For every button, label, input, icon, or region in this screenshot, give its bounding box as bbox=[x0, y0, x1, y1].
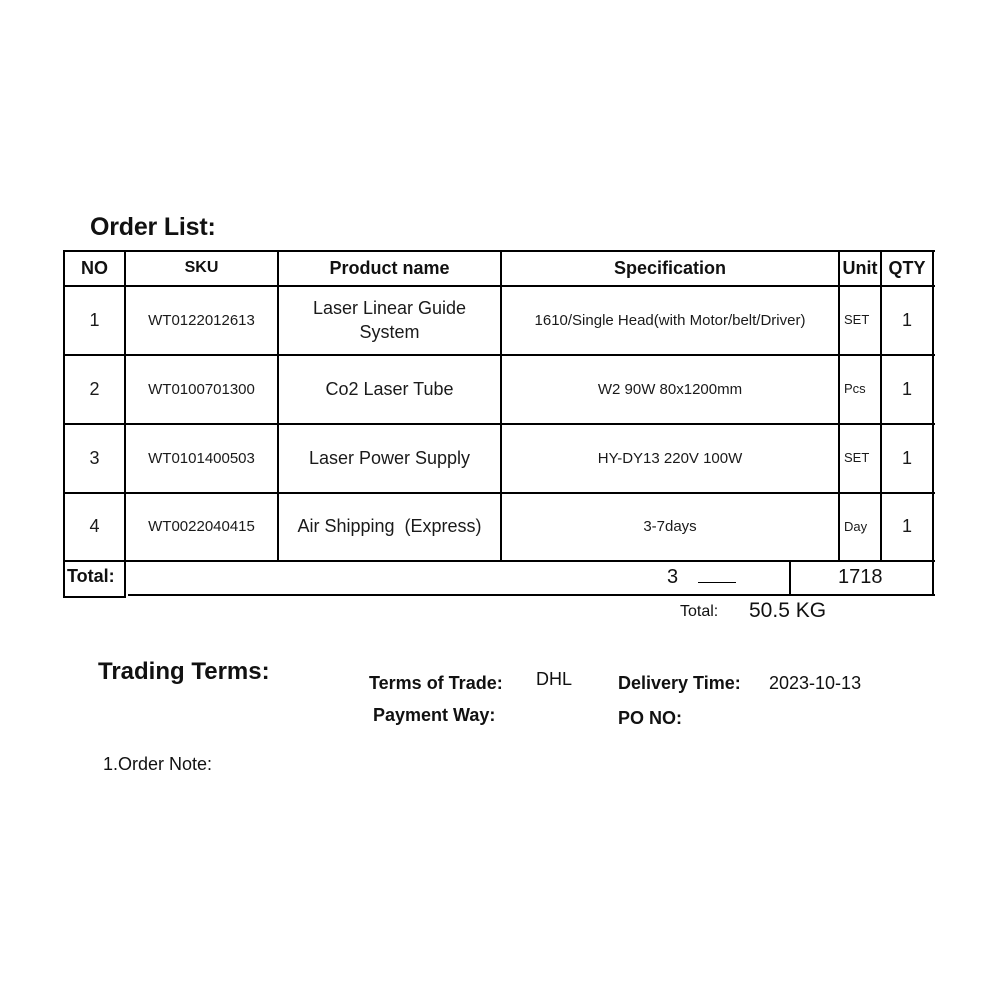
total-amount: 1718 bbox=[838, 566, 883, 588]
row-2-unit: Pcs bbox=[844, 381, 866, 397]
row-2-no: 2 bbox=[89, 378, 100, 399]
row-1-product: Laser Linear Guide System bbox=[312, 298, 467, 342]
row-3-sku: WT0101400503 bbox=[148, 449, 255, 467]
total-weight-value: 50.5 KG bbox=[749, 599, 827, 622]
row-2-qty: 1 bbox=[901, 378, 912, 399]
row-1-spec: 1610/Single Head(with Motor/belt/Driver) bbox=[534, 311, 806, 329]
row-3-no: 3 bbox=[89, 447, 100, 468]
header-product-name: Product name bbox=[329, 257, 450, 278]
row-1-sku: WT0122012613 bbox=[148, 311, 255, 329]
header-unit: Unit bbox=[842, 257, 878, 278]
row-4-unit: Day bbox=[844, 518, 868, 534]
header-no: NO bbox=[81, 257, 108, 278]
row-3-product: Laser Power Supply bbox=[308, 447, 471, 468]
total-label: Total: bbox=[67, 566, 115, 586]
header-specification: Specification bbox=[613, 257, 727, 278]
row-1-unit: SET bbox=[844, 312, 870, 328]
terms-of-trade-value: DHL bbox=[536, 669, 573, 689]
row-3-qty: 1 bbox=[901, 447, 912, 468]
row-2-spec: W2 90W 80x1200mm bbox=[597, 380, 743, 398]
total-weight-label: Total: bbox=[680, 603, 719, 620]
header-qty: QTY bbox=[888, 257, 926, 278]
total-quantity: 3 bbox=[667, 566, 679, 588]
row-4-spec: 3-7days bbox=[643, 518, 697, 536]
payment-way-label: Payment Way: bbox=[373, 705, 496, 725]
row-4-qty: 1 bbox=[901, 516, 912, 537]
row-2-product: Co2 Laser Tube bbox=[325, 378, 454, 399]
header-sku: SKU bbox=[184, 259, 219, 277]
row-2-sku: WT0100701300 bbox=[148, 380, 255, 398]
po-no-label: PO NO: bbox=[618, 708, 683, 728]
row-4-sku: WT0022040415 bbox=[148, 518, 255, 536]
order-list-title: Order List: bbox=[90, 213, 216, 241]
row-1-qty: 1 bbox=[901, 309, 912, 330]
row-4-no: 4 bbox=[89, 516, 100, 537]
order-table bbox=[63, 250, 935, 598]
delivery-time-value: 2023-10-13 bbox=[769, 673, 862, 693]
trading-terms-title: Trading Terms: bbox=[98, 658, 270, 685]
row-1-no: 1 bbox=[89, 309, 100, 330]
row-3-spec: HY-DY13 220V 100W bbox=[597, 449, 743, 467]
row-3-unit: SET bbox=[844, 450, 870, 466]
row-4-product: Air Shipping (Express) bbox=[297, 516, 482, 537]
order-note: 1.Order Note: bbox=[103, 754, 213, 774]
terms-of-trade-label: Terms of Trade: bbox=[369, 673, 503, 693]
delivery-time-label: Delivery Time: bbox=[618, 673, 741, 693]
